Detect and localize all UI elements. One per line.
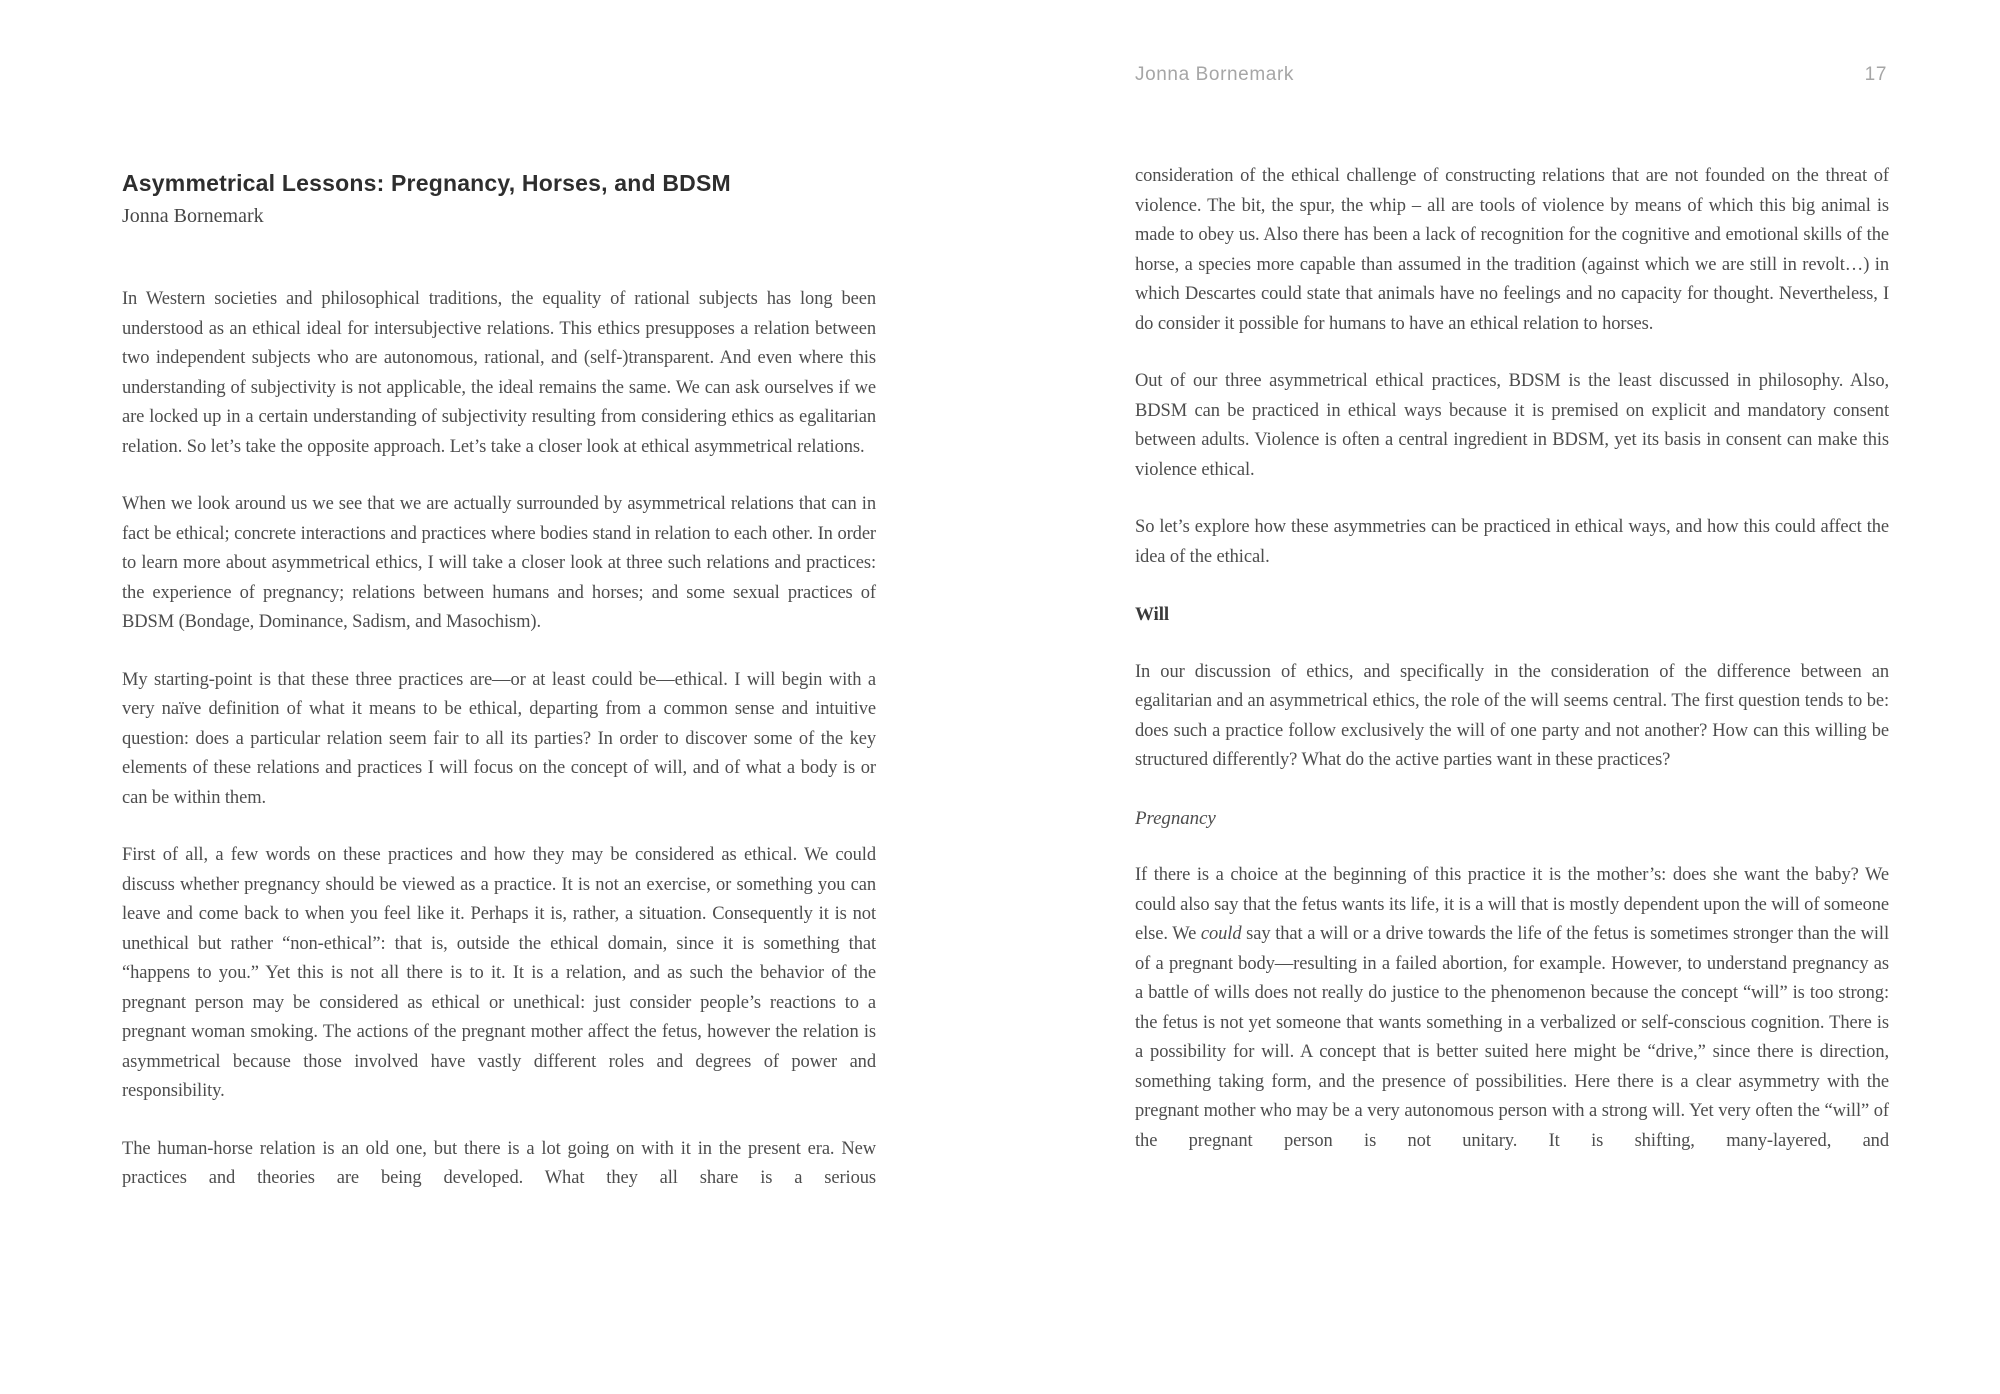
text-run: First of all, a few words on these practices and how they may be considered as ethical. We could discuss whether pregnancy should be viewed as a practice. It is not an exercise, or something you can leave and come back to when you feel like it. Perhaps it is, rather, a situation. Consequently it is not unethical but rather “non-ethical”: that is, outside the ethical domain, since it is something that “happens to you.” Yet this is not all there is to it. It is a relation, and as such the behavior of the pregnant person may be considered as ethical or unethical: just consider people’s reactions to a pregnant woman smoking. The actions of the pregnant mother affect the fetus, however the relation is asymmetrical because those involved have vastly different roles and degrees of power and responsibility. — [122, 845, 876, 1101]
text-run: Pregnancy — [1135, 807, 1216, 829]
text-run: In Western societies and philosophical traditions, the equality of rational subjects has long been understood as an ethical ideal for intersubjective relations. This ethics presupposes a relation between two independent subjects who are autonomous, rational, and (self-)transparent. And even where this understanding of subjectivity is not applicable, the ideal remains the same. We can ask ourselves if we are locked up in a certain understanding of subjectivity resulting from considering ethics as egalitarian relation. So let’s take the opposite approach. Let’s take a closer look at ethical asymmetrical relations. — [122, 289, 876, 457]
paragraph — [122, 1135, 876, 1194]
text-run: Will — [1135, 604, 1170, 625]
paragraph — [1135, 861, 1889, 1156]
running-header-page-number: 17 — [1864, 64, 1887, 85]
paragraph — [1135, 367, 1889, 485]
paragraph — [122, 841, 876, 1107]
emphasized-text: could — [1200, 924, 1242, 944]
text-run: say that a will or a drive towards the life of the fetus is sometimes stronger than the will of a pregnant body—resulting in a failed abortion, for example. However, to understand pregnancy as a battle of wills does not really do justice to the phenomenon because the concept “will” is too strong: the fetus is not yet someone that wants something in a verbalized or self-conscious cognition. There is a possibility for will. A concept that is better suited here might be “drive,” since there is direction, something taking form, and the presence of possibilities. Here there is a clear asymmetry with the pregnant mother who may be a very autonomous person with a strong will. Yet very often the “will” of the pregnant person is not unitary. It is shifting, many-layered, and — [1135, 924, 1889, 1151]
paragraph — [122, 490, 876, 638]
text-run: Out of our three asymmetrical ethical practices, BDSM is the least discussed in philosophy. Also, BDSM can be practiced in ethical ways because it is premised on explicit and mandatory consent between adults. Violence is often a central ingredient in BDSM, yet its basis in consent can make this violence ethical. — [1135, 371, 1889, 480]
sub-heading — [1135, 804, 1889, 834]
section-heading — [1135, 600, 1889, 630]
text-run: consideration of the ethical challenge of constructing relations that are not founded on the threat of violence. The bit, the spur, the whip – all are tools of violence by means of which this big animal is made to obey us. Also there has been a lack of recognition for the cognitive and emotional skills of the horse, a species more capable than assumed in the tradition (against which we are still in revolt…) in which Descartes could state that animals have no feelings and no capacity for thought. Nevertheless, I do consider it possible for humans to have an ethical relation to horses. — [1135, 166, 1889, 334]
running-header — [1135, 64, 1887, 86]
paragraph — [1135, 658, 1889, 776]
paragraph — [1135, 513, 1889, 572]
text-run: So let’s explore how these asymmetries can be practiced in ethical ways, and how this could affect the idea of the ethical. — [1135, 517, 1889, 567]
paragraph — [122, 285, 876, 462]
paragraph — [1135, 162, 1889, 339]
text-run: My starting-point is that these three practices are—or at least could be—ethical. I will begin with a very naïve definition of what it means to be ethical, departing from a common sense and intuitive question: does a particular relation seem fair to all its parties? In order to discover some of the key elements of these relations and practices I will focus on the concept of will, and of what a body is or can be within them. — [122, 669, 876, 808]
text-run: The human-horse relation is an old one, but there is a lot going on with it in the present era. New practices and theories are being developed. What they all share is a serious — [122, 1138, 876, 1188]
text-run: If there is a choice at the beginning of this practice it is the mother’s: does she want the baby? We could also say that the fetus wants its life, it is a will that is mostly dependent upon the will of someone else. We — [1135, 865, 1889, 944]
article-title: Asymmetrical Lessons: Pregnancy, Horses, and BDSM — [122, 170, 731, 196]
page-left — [122, 168, 876, 1194]
paragraph — [122, 666, 876, 814]
text-run: In our discussion of ethics, and specifically in the consideration of the difference between an egalitarian and an asymmetrical ethics, the role of the will seems central. The first question tends to be: does such a practice follow exclusively the will of one party and not another? How can this willing be structured differently? What do the active parties want in these practices? — [1135, 661, 1889, 770]
text-run: When we look around us we see that we are actually surrounded by asymmetrical relations that can in fact be ethical; concrete interactions and practices where bodies stand in relation to each other. In order to learn more about asymmetrical ethics, I will take a closer look at three such relations and practices: the experience of pregnancy; relations between humans and horses; and some sexual practices of BDSM (Bondage, Dominance, Sadism, and Masochism). — [122, 494, 876, 632]
left-page-body — [122, 285, 876, 1194]
running-header-author: Jonna Bornemark — [1135, 64, 1294, 85]
right-page-body — [1135, 162, 1889, 1156]
article-author-byline: Jonna Bornemark — [122, 205, 264, 227]
page-right — [1135, 162, 1889, 1156]
